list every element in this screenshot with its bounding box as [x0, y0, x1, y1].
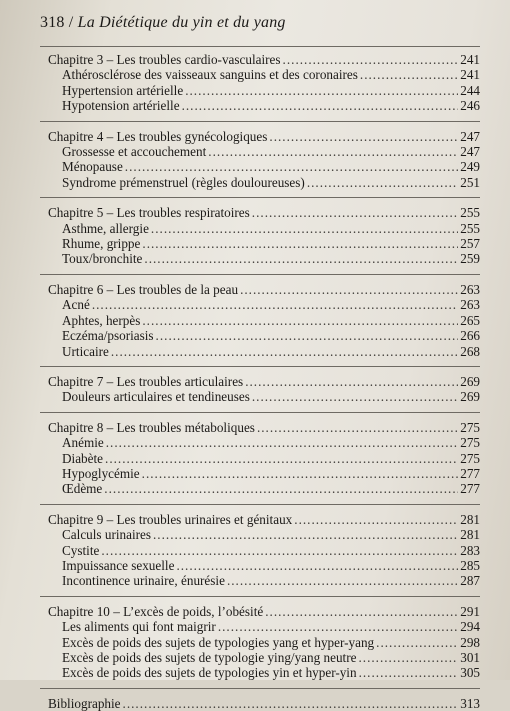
- chapter-title-page: 275: [460, 419, 480, 435]
- toc-entry-page: 259: [460, 251, 480, 267]
- toc-entry-row: [48, 98, 480, 113]
- toc-entry-page: 268: [460, 343, 480, 359]
- leader-dots: [106, 435, 458, 450]
- toc-entry-label: Excès de poids des sujets de typologie ying/yang neutre: [62, 650, 357, 665]
- toc-chapter: [40, 420, 480, 505]
- chapter-title-row: [48, 282, 480, 297]
- toc-entry-label: Eczéma/psoriasis: [62, 328, 154, 344]
- toc-entry-page: 251: [460, 174, 480, 190]
- leader-dots: [269, 129, 458, 144]
- toc-entry-label: Cystite: [62, 542, 100, 558]
- leader-dots: [92, 297, 458, 312]
- leader-dots: [125, 159, 458, 174]
- bibliography-label: Bibliographie: [48, 695, 121, 711]
- toc-entry-page: 249: [460, 159, 480, 175]
- toc-entry-row: [48, 543, 480, 558]
- leader-dots: [294, 512, 458, 527]
- chapter-title-row: [48, 52, 480, 67]
- toc-chapter: [40, 604, 480, 689]
- toc-entry-page: 266: [460, 328, 480, 344]
- chapter-title-page: 241: [460, 52, 480, 67]
- toc-entry-page: 269: [460, 389, 480, 405]
- leader-dots: [359, 665, 458, 680]
- leader-dots: [153, 527, 458, 542]
- leader-dots: [185, 83, 458, 98]
- leader-dots: [358, 650, 458, 665]
- toc-entry-label: Syndrome prémenstruel (règles douloureuses): [62, 174, 305, 190]
- toc-entry-row: [48, 144, 480, 159]
- toc-entry-page: 263: [460, 297, 480, 313]
- toc-entry-label: Hypoglycémie: [62, 465, 140, 481]
- leader-dots: [227, 573, 458, 588]
- toc-entry-row: [48, 83, 480, 98]
- toc-entry-page: 255: [460, 220, 480, 236]
- toc-chapter: [40, 512, 480, 597]
- leader-dots: [360, 67, 458, 82]
- toc-entry-page: 281: [460, 527, 480, 543]
- toc-entry-page: 277: [460, 481, 480, 497]
- chapter-title-row: [48, 604, 480, 619]
- toc-entry-page: 277: [460, 465, 480, 481]
- toc-entry-row: [48, 558, 480, 573]
- toc-entry-row: [48, 251, 480, 266]
- bibliography-page: 313: [460, 695, 480, 711]
- toc-entry-row: [48, 527, 480, 542]
- toc-entry-row: [48, 236, 480, 251]
- leader-dots: [142, 313, 458, 328]
- toc-entry-label: Hypotension artérielle: [62, 98, 180, 114]
- toc-entry-row: [48, 328, 480, 343]
- toc-entry-row: [48, 650, 480, 665]
- running-header: [40, 14, 480, 32]
- leader-dots: [104, 481, 458, 496]
- chapter-title-page: 247: [460, 128, 480, 144]
- toc-entry-label: Anémie: [62, 435, 104, 451]
- toc-chapter: [40, 374, 480, 413]
- chapter-title-label: Chapitre 5 – Les troubles respiratoires: [48, 205, 250, 221]
- chapter-title-row: [48, 129, 480, 144]
- chapter-title-page: 269: [460, 373, 480, 389]
- toc-entry-row: [48, 635, 480, 650]
- toc-entry-label: Ménopause: [62, 159, 123, 175]
- leader-dots: [265, 604, 458, 619]
- leader-dots: [101, 543, 458, 558]
- chapter-title-label: Chapitre 3 – Les troubles cardio-vasculaires: [48, 52, 281, 67]
- chapter-title-label: Chapitre 10 – L’excès de poids, l’obésité: [48, 603, 264, 619]
- toc-chapter: [40, 129, 480, 199]
- leader-dots: [142, 236, 458, 251]
- header-book-title: La Diététique du yin et du yang: [77, 14, 286, 31]
- toc-entry-label: Aphtes, herpès: [62, 312, 141, 328]
- chapter-title-page: 255: [460, 205, 480, 221]
- toc-entry-row: [48, 175, 480, 190]
- toc-entry-label: Athérosclérose des vaisseaux sanguins et des coronaires: [62, 67, 358, 83]
- toc-bibliography: [40, 696, 480, 711]
- toc-entry-row: [48, 344, 480, 359]
- toc-entry-page: 301: [460, 650, 480, 665]
- toc-entry-label: Impuissance sexuelle: [62, 557, 175, 573]
- toc-entry-row: [48, 435, 480, 450]
- toc-entry-row: [48, 619, 480, 634]
- toc-entry-page: 298: [460, 634, 480, 650]
- leader-dots: [156, 328, 458, 343]
- leader-dots: [142, 466, 458, 481]
- toc-chapter: [40, 205, 480, 275]
- toc-entry-row: [48, 297, 480, 312]
- toc-entry-page: 285: [460, 557, 480, 573]
- chapter-title-page: 291: [460, 603, 480, 619]
- toc-entry-label: Calculs urinaires: [62, 527, 151, 543]
- chapter-title-label: Chapitre 9 – Les troubles urinaires et génitaux: [48, 511, 293, 527]
- chapter-title-label: Chapitre 6 – Les troubles de la peau: [48, 281, 239, 297]
- leader-dots: [105, 451, 458, 466]
- header-page-number: 318 /: [40, 14, 74, 31]
- leader-dots: [111, 344, 458, 359]
- toc-entry-label: Œdème: [62, 481, 103, 497]
- chapter-title-row: [48, 512, 480, 527]
- toc-entry-page: 241: [460, 67, 480, 83]
- chapter-title-row: [48, 374, 480, 389]
- toc-entry-page: 247: [460, 144, 480, 160]
- leader-dots: [257, 420, 458, 435]
- leader-dots: [218, 619, 458, 634]
- leader-dots: [176, 558, 458, 573]
- toc-entry-label: Diabète: [62, 450, 104, 466]
- toc-entry-label: Toux/bronchite: [62, 251, 143, 267]
- toc-entry-row: [48, 159, 480, 174]
- toc-entry-label: Incontinence urinaire, énurésie: [62, 573, 225, 589]
- chapter-title-row: [48, 420, 480, 435]
- toc-entry-label: Excès de poids des sujets de typologies yang et hyper-yang: [62, 634, 375, 650]
- leader-dots: [376, 635, 458, 650]
- table-of-contents: [40, 46, 480, 689]
- leader-dots: [151, 221, 458, 236]
- toc-entry-row: [48, 481, 480, 496]
- toc-entry-page: 283: [460, 542, 480, 558]
- toc-entry-page: 275: [460, 450, 480, 466]
- toc-entry-page: 246: [460, 98, 480, 114]
- leader-dots: [245, 374, 458, 389]
- toc-entry-row: [48, 221, 480, 236]
- toc-entry-page: 244: [460, 82, 480, 98]
- leader-dots: [252, 205, 458, 220]
- leader-dots: [144, 251, 458, 266]
- toc-entry-page: 305: [460, 665, 480, 681]
- toc-entry-label: Grossesse et accouchement: [62, 144, 207, 160]
- toc-entry-row: [48, 389, 480, 404]
- toc-entry-row: [48, 313, 480, 328]
- chapter-title-page: 281: [460, 511, 480, 527]
- chapter-title-label: Chapitre 7 – Les troubles articulaires: [48, 373, 244, 389]
- toc-entry-row: [48, 665, 480, 680]
- toc-chapter: [40, 282, 480, 367]
- leader-dots: [307, 175, 458, 190]
- toc-entry-row: [48, 67, 480, 82]
- leader-dots: [208, 144, 458, 159]
- toc-chapter: [40, 46, 480, 122]
- leader-dots: [240, 282, 458, 297]
- toc-entry-label: Asthme, allergie: [62, 220, 149, 236]
- toc-entry-row: [48, 451, 480, 466]
- toc-entry-row: [48, 573, 480, 588]
- toc-entry-label: Acné: [62, 297, 90, 313]
- toc-entry-label: Douleurs articulaires et tendineuses: [62, 389, 250, 405]
- leader-dots: [252, 389, 458, 404]
- chapter-title-label: Chapitre 4 – Les troubles gynécologiques: [48, 128, 268, 144]
- toc-entry-label: Hypertension artérielle: [62, 82, 184, 98]
- chapter-title-row: [48, 205, 480, 220]
- toc-entry-label: Excès de poids des sujets de typologies yin et hyper-yin: [62, 665, 357, 681]
- chapter-title-page: 263: [460, 281, 480, 297]
- toc-entry-label: Urticaire: [62, 343, 109, 359]
- toc-entry-page: 257: [460, 236, 480, 252]
- toc-entry-row: [48, 466, 480, 481]
- leader-dots: [283, 52, 458, 67]
- toc-entry-page: 294: [460, 619, 480, 635]
- leader-dots: [123, 696, 458, 711]
- toc-entry-page: 287: [460, 573, 480, 589]
- chapter-title-label: Chapitre 8 – Les troubles métaboliques: [48, 419, 255, 435]
- toc-entry-label: Rhume, grippe: [62, 236, 141, 252]
- toc-entry-page: 265: [460, 312, 480, 328]
- toc-entry-label: Les aliments qui font maigrir: [62, 619, 216, 635]
- leader-dots: [182, 98, 458, 113]
- toc-entry-page: 275: [460, 435, 480, 451]
